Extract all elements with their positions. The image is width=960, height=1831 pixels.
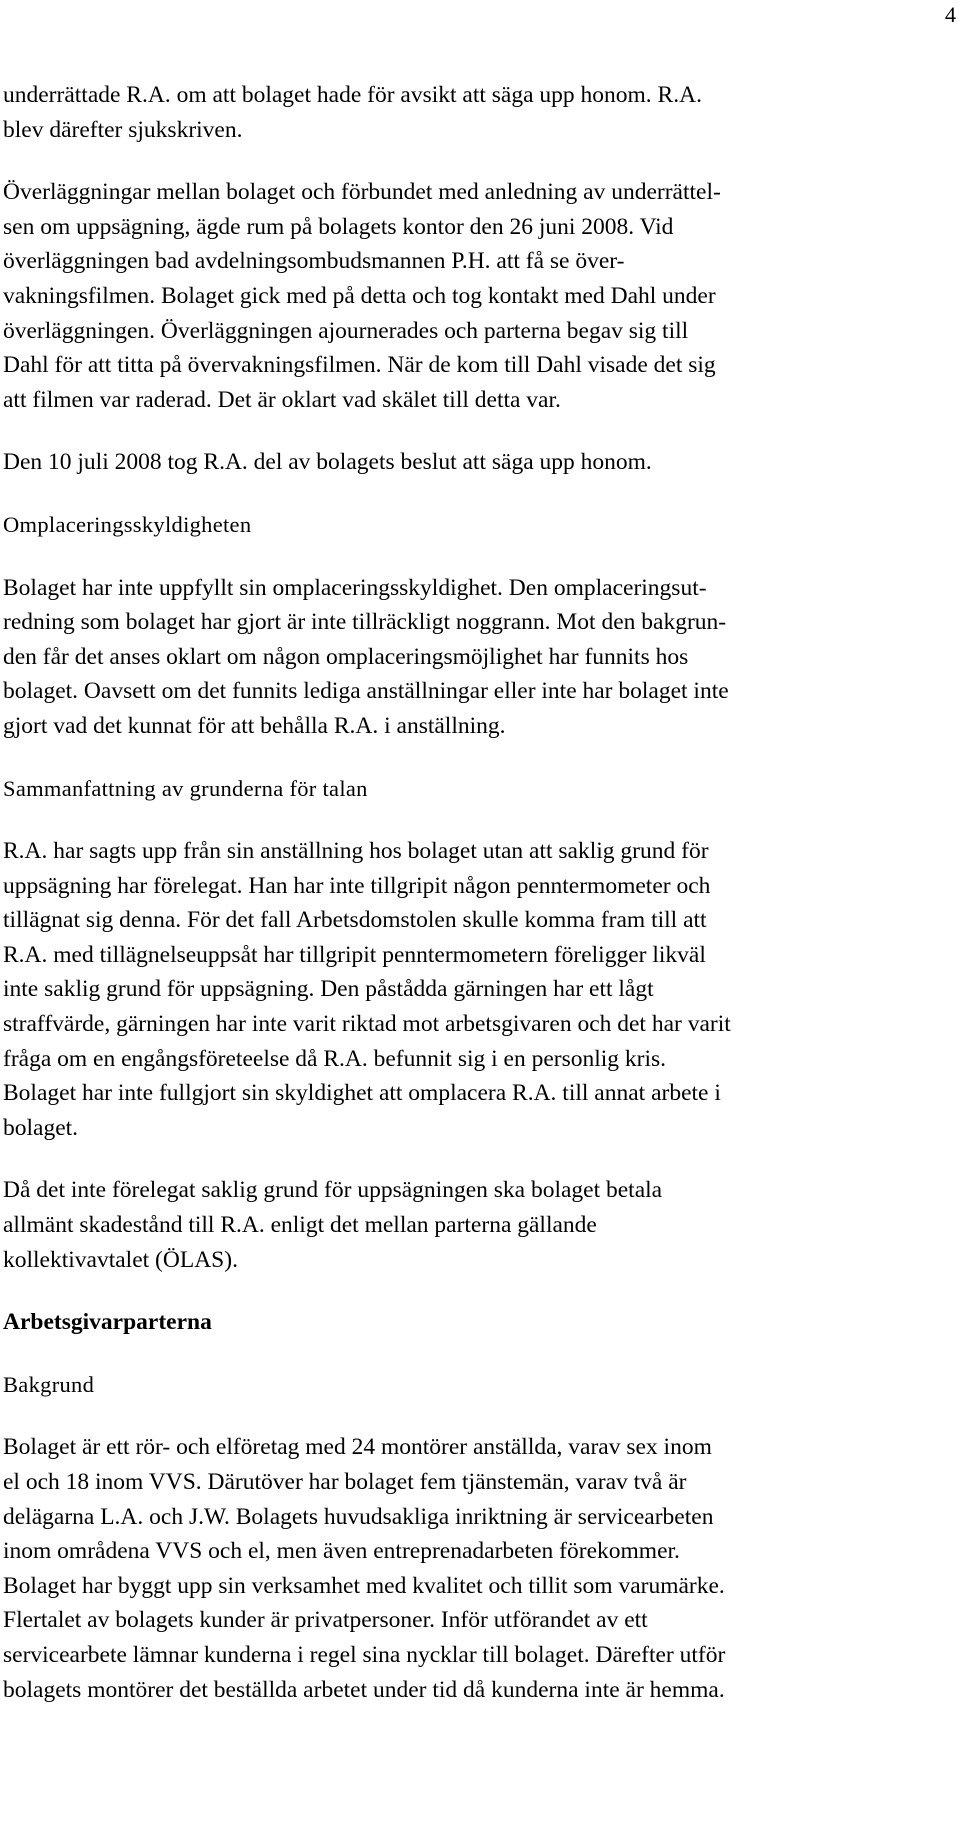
text-line: redning som bolaget har gjort är inte tillräckligt noggrann. Mot den bakgrun- — [3, 609, 727, 636]
text-line: allmänt skadestånd till R.A. enligt det mellan parterna gällande — [3, 1212, 597, 1239]
text-line: Bolaget har byggt upp sin verksamhet med kvalitet och tillit som varumärke. — [3, 1572, 725, 1599]
text-line: Då det inte förelegat saklig grund för uppsägningen ska bolaget betala — [3, 1177, 663, 1204]
text-line: överläggningen. Överläggningen ajournerades och parterna begav sig till — [3, 317, 689, 344]
text-line: Bolaget är ett rör- och elföretag med 24 montörer anställda, varav sex inom — [3, 1434, 712, 1461]
text-line: delägarna L.A. och J.W. Bolagets huvudsakliga inriktning är servicearbeten — [3, 1503, 714, 1530]
text-line: bolaget. Oavsett om det funnits lediga anställningar eller inte har bolaget inte — [3, 678, 729, 705]
text-line: Den 10 juli 2008 tog R.A. del av bolagets beslut att säga upp honom. — [3, 449, 652, 476]
section-heading — [3, 772, 953, 807]
text-line: gjort vad det kunnat för att behålla R.A. i anställning. — [3, 712, 506, 739]
text-line: att filmen var raderad. Det är oklart vad skälet till detta var. — [3, 386, 561, 413]
paragraph — [3, 78, 953, 147]
text-line: tillägnat sig denna. För det fall Arbetsdomstolen skulle komma fram till att — [3, 907, 707, 934]
document-body — [3, 78, 953, 1707]
heading-arbetsgivarparterna: Arbetsgivarparterna — [3, 1309, 212, 1336]
paragraph — [3, 834, 953, 1145]
page-number — [0, 2, 960, 28]
text-line: straffvärde, gärningen har inte varit riktad mot arbetsgivaren och det har varit — [3, 1011, 731, 1038]
text-line: R.A. med tillägnelseuppsåt har tillgripit penntermometern föreligger likväl — [3, 941, 706, 968]
text-line: el och 18 inom VVS. Därutöver har bolaget fem tjänstemän, varav två är — [3, 1469, 687, 1495]
text-line: Flertalet av bolagets kunder är privatpersoner. Inför utförandet av ett — [3, 1607, 648, 1634]
text-line: bolaget. — [3, 1114, 79, 1141]
text-line: den får det anses oklart om någon omplaceringsmöjlighet har funnits hos — [3, 643, 689, 670]
text-line: blev därefter sjukskriven. — [3, 116, 243, 143]
text-line: kollektivavtalet (ÖLAS). — [3, 1246, 238, 1273]
paragraph — [3, 1173, 953, 1277]
text-line: uppsägning har förelegat. Han har inte tillgripit någon penntermometer och — [3, 872, 711, 899]
section-heading — [3, 1305, 953, 1340]
text-line: Dahl för att titta på övervakningsfilmen. När de kom till Dahl visade det sig — [3, 352, 716, 379]
text-line: fråga om en engångsföreteelse då R.A. befunnit sig i en personlig kris. — [3, 1045, 667, 1072]
paragraph — [3, 445, 953, 480]
text-line: överläggningen bad avdelningsombudsmannen P.H. att få se över- — [3, 248, 625, 275]
heading-bakgrund: Bakgrund — [3, 1371, 95, 1397]
text-line: Överläggningar mellan bolaget och förbundet med anledning av underrättel- — [3, 179, 721, 206]
text-line: inom områdena VVS och el, men även entreprenadarbeten förekommer. — [3, 1538, 680, 1565]
text-line: underrättade R.A. om att bolaget hade för avsikt att säga upp honom. R.A. — [3, 82, 702, 108]
text-line: inte saklig grund för uppsägning. Den påstådda gärningen har ett lågt — [3, 976, 654, 1003]
text-line: bolagets montörer det beställda arbetet under tid då kunderna inte är hemma. — [3, 1676, 725, 1703]
text-line: sen om uppsägning, ägde rum på bolagets kontor den 26 juni 2008. Vid — [3, 213, 674, 240]
text-line: vakningsfilmen. Bolaget gick med på detta och tog kontakt med Dahl under — [3, 282, 716, 309]
page-number-text: 4 — [945, 2, 956, 27]
paragraph — [3, 571, 953, 744]
section-heading — [3, 508, 953, 543]
heading-sammanfattning: Sammanfattning av grunderna för talan — [3, 775, 368, 801]
text-line: R.A. har sagts upp från sin anställning hos bolaget utan att saklig grund för — [3, 838, 709, 865]
paragraph — [3, 175, 953, 417]
text-line: servicearbete lämnar kunderna i regel sina nycklar till bolaget. Därefter utför — [3, 1641, 726, 1668]
text-line: Bolaget har inte uppfyllt sin omplaceringsskyldighet. Den omplaceringsut- — [3, 574, 707, 601]
heading-omplaceringsskyldigheten: Omplaceringsskyldigheten — [3, 511, 252, 537]
section-heading — [3, 1368, 953, 1403]
paragraph — [3, 1430, 953, 1707]
text-line: Bolaget har inte fullgjort sin skyldighet att omplacera R.A. till annat arbete i — [3, 1080, 721, 1107]
